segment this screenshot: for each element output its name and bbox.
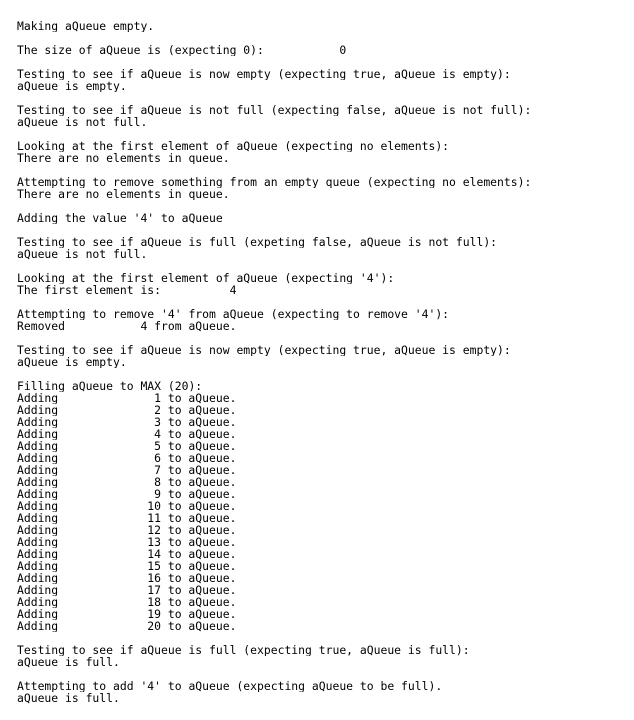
adding-value: 13 <box>147 536 161 548</box>
adding-suffix: to aQueue. <box>161 488 237 500</box>
adding-suffix: to aQueue. <box>161 440 237 452</box>
adding-suffix: to aQueue. <box>161 452 237 464</box>
adding-word: Adding <box>17 476 59 488</box>
fill-header-line: Filling aQueue to MAX (20): <box>17 380 203 392</box>
adding-line <box>17 500 629 512</box>
adding-value: 15 <box>147 560 161 572</box>
adding-value: 11 <box>147 512 161 524</box>
blank-line <box>17 632 629 644</box>
adding-suffix: to aQueue. <box>161 560 237 572</box>
adding-word: Adding <box>17 404 59 416</box>
console-output <box>17 20 629 704</box>
console-line: Attempting to remove something from an empty queue (expecting no elements): <box>17 176 532 188</box>
adding-line <box>17 512 629 524</box>
console-line: aQueue is not full. <box>17 116 148 128</box>
adding-suffix: to aQueue. <box>161 572 237 584</box>
adding-suffix: to aQueue. <box>161 524 237 536</box>
adding-word: Adding <box>17 584 59 596</box>
adding-line <box>17 464 629 476</box>
console-line: Testing to see if aQueue is now empty (expecting true, aQueue is empty): <box>17 344 511 356</box>
console-line: Adding the value '4' to aQueue <box>17 212 223 224</box>
adding-value: 1 <box>154 392 161 404</box>
adding-word: Adding <box>17 608 59 620</box>
adding-word: Adding <box>17 548 59 560</box>
adding-line <box>17 524 629 536</box>
adding-line <box>17 560 629 572</box>
adding-suffix: to aQueue. <box>161 548 237 560</box>
blank-line <box>17 296 629 308</box>
adding-word: Adding <box>17 596 59 608</box>
adding-suffix: to aQueue. <box>161 584 237 596</box>
adding-value: 2 <box>154 404 161 416</box>
adding-value: 19 <box>147 608 161 620</box>
blank-line <box>17 668 629 680</box>
adding-value: 18 <box>147 596 161 608</box>
adding-suffix: to aQueue. <box>161 428 237 440</box>
adding-word: Adding <box>17 524 59 536</box>
adding-word: Adding <box>17 488 59 500</box>
adding-suffix: to aQueue. <box>161 464 237 476</box>
adding-line <box>17 536 629 548</box>
adding-line <box>17 596 629 608</box>
console-line: Attempting to remove '4' from aQueue (expecting to remove '4'): <box>17 308 450 320</box>
adding-value: 17 <box>147 584 161 596</box>
console-line: Testing to see if aQueue is not full (expecting false, aQueue is not full): <box>17 104 532 116</box>
console-line: The first element is: 4 <box>17 284 237 296</box>
adding-line <box>17 608 629 620</box>
adding-suffix: to aQueue. <box>161 596 237 608</box>
adding-value: 3 <box>154 416 161 428</box>
adding-suffix: to aQueue. <box>161 500 237 512</box>
adding-suffix: to aQueue. <box>161 620 237 632</box>
adding-word: Adding <box>17 428 59 440</box>
console-line: Testing to see if aQueue is full (expecting true, aQueue is full): <box>17 644 470 656</box>
adding-line <box>17 488 629 500</box>
blank-line <box>17 260 629 272</box>
adding-word: Adding <box>17 452 59 464</box>
adding-word: Adding <box>17 560 59 572</box>
adding-word: Adding <box>17 512 59 524</box>
adding-line <box>17 452 629 464</box>
adding-line <box>17 572 629 584</box>
adding-value: 4 <box>154 428 161 440</box>
console-line: There are no elements in queue. <box>17 188 230 200</box>
adding-word: Adding <box>17 464 59 476</box>
console-line: Testing to see if aQueue is full (expeting false, aQueue is not full): <box>17 236 498 248</box>
blank-line <box>17 32 629 44</box>
adding-value: 12 <box>147 524 161 536</box>
console-line: aQueue is full. <box>17 692 120 704</box>
blank-line <box>17 224 629 236</box>
console-line: Making aQueue empty. <box>17 20 155 32</box>
blank-line <box>17 56 629 68</box>
adding-word: Adding <box>17 620 59 632</box>
adding-word: Adding <box>17 392 59 404</box>
adding-value: 20 <box>147 620 161 632</box>
adding-line <box>17 440 629 452</box>
adding-line <box>17 392 629 404</box>
adding-suffix: to aQueue. <box>161 476 237 488</box>
console-line: There are no elements in queue. <box>17 152 230 164</box>
adding-value: 8 <box>154 476 161 488</box>
adding-value: 9 <box>154 488 161 500</box>
adding-value: 16 <box>147 572 161 584</box>
adding-value: 5 <box>154 440 161 452</box>
adding-line <box>17 416 629 428</box>
adding-value: 10 <box>147 500 161 512</box>
console-line: aQueue is full. <box>17 656 120 668</box>
adding-value: 14 <box>147 548 161 560</box>
adding-line <box>17 428 629 440</box>
adding-word: Adding <box>17 500 59 512</box>
adding-suffix: to aQueue. <box>161 416 237 428</box>
console-line: Removed 4 from aQueue. <box>17 320 237 332</box>
console-line: aQueue is not full. <box>17 248 148 260</box>
console-line: aQueue is empty. <box>17 356 127 368</box>
adding-suffix: to aQueue. <box>161 536 237 548</box>
adding-word: Adding <box>17 572 59 584</box>
blank-line <box>17 164 629 176</box>
blank-line <box>17 368 629 380</box>
console-line: aQueue is empty. <box>17 80 127 92</box>
console-line: Testing to see if aQueue is now empty (expecting true, aQueue is empty): <box>17 68 511 80</box>
adding-value: 6 <box>154 452 161 464</box>
blank-line <box>17 92 629 104</box>
blank-line <box>17 332 629 344</box>
adding-suffix: to aQueue. <box>161 392 237 404</box>
adding-word: Adding <box>17 536 59 548</box>
console-line: Looking at the first element of aQueue (expecting '4'): <box>17 272 395 284</box>
adding-line <box>17 476 629 488</box>
adding-line <box>17 404 629 416</box>
console-line: Attempting to add '4' to aQueue (expecting aQueue to be full). <box>17 680 443 692</box>
adding-value: 7 <box>154 464 161 476</box>
adding-word: Adding <box>17 416 59 428</box>
adding-line <box>17 548 629 560</box>
console-line: Looking at the first element of aQueue (expecting no elements): <box>17 140 450 152</box>
adding-suffix: to aQueue. <box>161 404 237 416</box>
adding-line <box>17 584 629 596</box>
adding-suffix: to aQueue. <box>161 608 237 620</box>
adding-suffix: to aQueue. <box>161 512 237 524</box>
adding-word: Adding <box>17 440 59 452</box>
adding-line <box>17 620 629 632</box>
blank-line <box>17 200 629 212</box>
blank-line <box>17 128 629 140</box>
console-line: The size of aQueue is (expecting 0): 0 <box>17 44 347 56</box>
